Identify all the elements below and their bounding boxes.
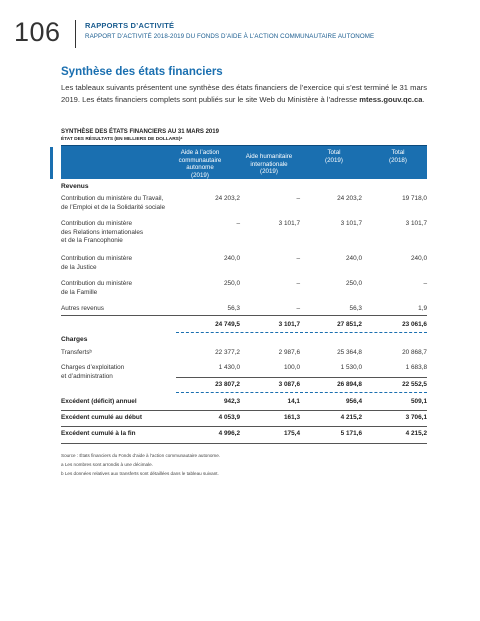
cell-value: 24 203,2 <box>337 195 362 202</box>
cell-value: 240,0 <box>411 255 427 262</box>
summary-value: 4 215,2 <box>340 414 362 421</box>
row-label: Transfertsᵇ <box>61 349 92 356</box>
column-header-line: Total <box>327 149 341 156</box>
summary-value: 3 706,1 <box>405 414 427 421</box>
revenus-total-value: 23 061,6 <box>402 321 427 328</box>
cell-value: 1 430,0 <box>218 364 240 371</box>
cell-value: 24 203,2 <box>215 195 240 202</box>
summary-value: 4 053,9 <box>218 414 240 421</box>
intro-text: Les tableaux suivants présentent une synthèse des états financiers de l’exercice qui s’est terminé le 31 mars 2019. Les états financiers complets sont publiés sur le site Web du Ministère à l’adresse <box>61 83 427 104</box>
summary-value: 14,1 <box>287 398 300 405</box>
column-header-line: (2019) <box>260 168 278 175</box>
cell-value: – <box>423 280 427 287</box>
summary-value: 942,3 <box>224 398 240 405</box>
row-label-line: et de la Francophonie <box>61 237 123 244</box>
cell-value: 100,0 <box>284 364 300 371</box>
charges-total-value: 23 807,2 <box>215 381 240 388</box>
cell-value: 3 101,7 <box>340 220 362 227</box>
revenus-total-value: 27 851,2 <box>337 321 362 328</box>
row-label <box>61 280 132 297</box>
table-title: SYNTHÈSE DES ÉTATS FINANCIERS AU 31 MARS 2019 <box>61 129 219 135</box>
revenus-heading: Revenus <box>61 183 89 190</box>
cell-value: 22 377,2 <box>215 349 240 356</box>
column-header-line: Total <box>391 149 405 156</box>
cell-value: 20 868,7 <box>402 349 427 356</box>
column-header-line: (2018) <box>389 156 407 164</box>
charges-total-value: 3 087,6 <box>278 381 300 388</box>
page-number: 106 <box>14 17 61 47</box>
divider <box>61 315 427 316</box>
section-title: RAPPORTS D’ACTIVITÉ <box>85 21 175 30</box>
table-header <box>61 145 427 179</box>
intro-paragraph <box>61 82 427 106</box>
column-header-line: (2019) <box>191 171 209 179</box>
dashed-divider <box>176 332 427 333</box>
row-label <box>61 220 143 246</box>
row-label <box>61 364 124 381</box>
table-subtitle: ÉTAT DES RÉSULTATS (EN MILLIERS DE DOLLARS)ᵃ <box>61 137 183 142</box>
divider <box>61 410 427 411</box>
revenus-total-value: 3 101,7 <box>278 321 300 328</box>
cell-value: 3 101,7 <box>405 220 427 227</box>
column-header-line: (2019) <box>325 156 343 164</box>
column-header-line: Aide à l’action <box>180 149 220 156</box>
row-label-line: des Relations internationales <box>61 228 144 236</box>
ministry-website-link[interactable]: mtess.gouv.qc.ca <box>359 95 423 104</box>
intro-end: . <box>422 95 425 104</box>
summary-label: Excédent (déficit) annuel <box>61 398 137 405</box>
left-accent-bar <box>50 147 53 179</box>
divider <box>61 443 427 444</box>
cell-value: 2 987,6 <box>278 349 300 356</box>
column-header-total-2019 <box>304 149 364 164</box>
cell-value: 1 683,8 <box>405 364 427 371</box>
footnote-a: a Les nombres sont arrondis à une décimale. <box>61 462 153 467</box>
column-header-line: communautaire <box>178 156 222 164</box>
charges-total-value: 26 894,8 <box>337 381 362 388</box>
row-label-line: Contribution du ministère <box>61 220 133 227</box>
summary-value: 5 171,6 <box>340 430 362 437</box>
column-header-aca <box>171 149 229 179</box>
cell-value: 240,0 <box>224 255 240 262</box>
revenus-total-value: 24 749,5 <box>215 321 240 328</box>
cell-value: 250,0 <box>224 280 240 287</box>
divider <box>176 377 427 378</box>
cell-value: 25 364,8 <box>337 349 362 356</box>
column-header-line: Aide humanitaire <box>245 153 293 160</box>
row-label-line: et d’administration <box>61 372 113 380</box>
footnote-source: Source : États financiers du Fonds d’aide à l’action communautaire autonome. <box>61 453 221 458</box>
cell-value: – <box>296 255 300 262</box>
row-label-line: Contribution du ministère <box>61 280 133 287</box>
summary-value: 509,1 <box>411 398 427 405</box>
column-header-line: autonome <box>186 164 214 171</box>
summary-value: 4 996,2 <box>218 430 240 437</box>
column-header-total-2018 <box>368 149 428 164</box>
row-label: Autres revenus <box>61 305 104 312</box>
cell-value: – <box>296 305 300 312</box>
cell-value: 240,0 <box>346 255 362 262</box>
cell-value: 250,0 <box>346 280 362 287</box>
header-divider <box>75 20 76 48</box>
row-label-line: Contribution du ministère <box>61 255 133 262</box>
cell-value: 56,3 <box>349 305 362 312</box>
footnote-b: b Les données relatives aux transferts sont détaillées dans le tableau suivant. <box>61 471 219 476</box>
row-label-line: Contribution du ministère du Travail, <box>61 195 164 202</box>
summary-value: 4 215,2 <box>405 430 427 437</box>
cell-value: – <box>296 280 300 287</box>
cell-value: 1 530,0 <box>340 364 362 371</box>
cell-value: 56,3 <box>227 305 240 312</box>
row-label-line: de la Justice <box>61 263 97 271</box>
row-label-line: Charges d’exploitation <box>61 364 125 371</box>
cell-value: – <box>296 195 300 202</box>
cell-value: – <box>236 220 240 227</box>
summary-value: 175,4 <box>284 430 300 437</box>
cell-value: 19 718,0 <box>402 195 427 202</box>
summary-label: Excédent cumulé au début <box>61 414 142 421</box>
divider <box>61 426 427 427</box>
column-header-humanitarian <box>239 153 299 176</box>
charges-total-value: 22 552,5 <box>402 381 427 388</box>
row-label-line: de la Famille <box>61 288 98 296</box>
charges-heading: Charges <box>61 336 88 343</box>
summary-value: 161,3 <box>284 414 300 421</box>
cell-value: 1,9 <box>418 305 427 312</box>
summary-value: 956,4 <box>346 398 362 405</box>
summary-label: Excédent cumulé à la fin <box>61 430 136 437</box>
row-label <box>61 255 132 272</box>
page-title: Synthèse des états financiers <box>61 66 223 78</box>
row-label <box>61 195 165 212</box>
column-header-line: internationale <box>250 160 288 168</box>
dashed-divider <box>176 392 427 393</box>
row-label-line: de l’Emploi et de la Solidarité sociale <box>61 203 166 211</box>
cell-value: 3 101,7 <box>278 220 300 227</box>
section-subtitle: RAPPORT D’ACTIVITÉ 2018-2019 DU FONDS D’AIDE À L’ACTION COMMUNAUTAIRE AUTONOME <box>85 33 375 40</box>
